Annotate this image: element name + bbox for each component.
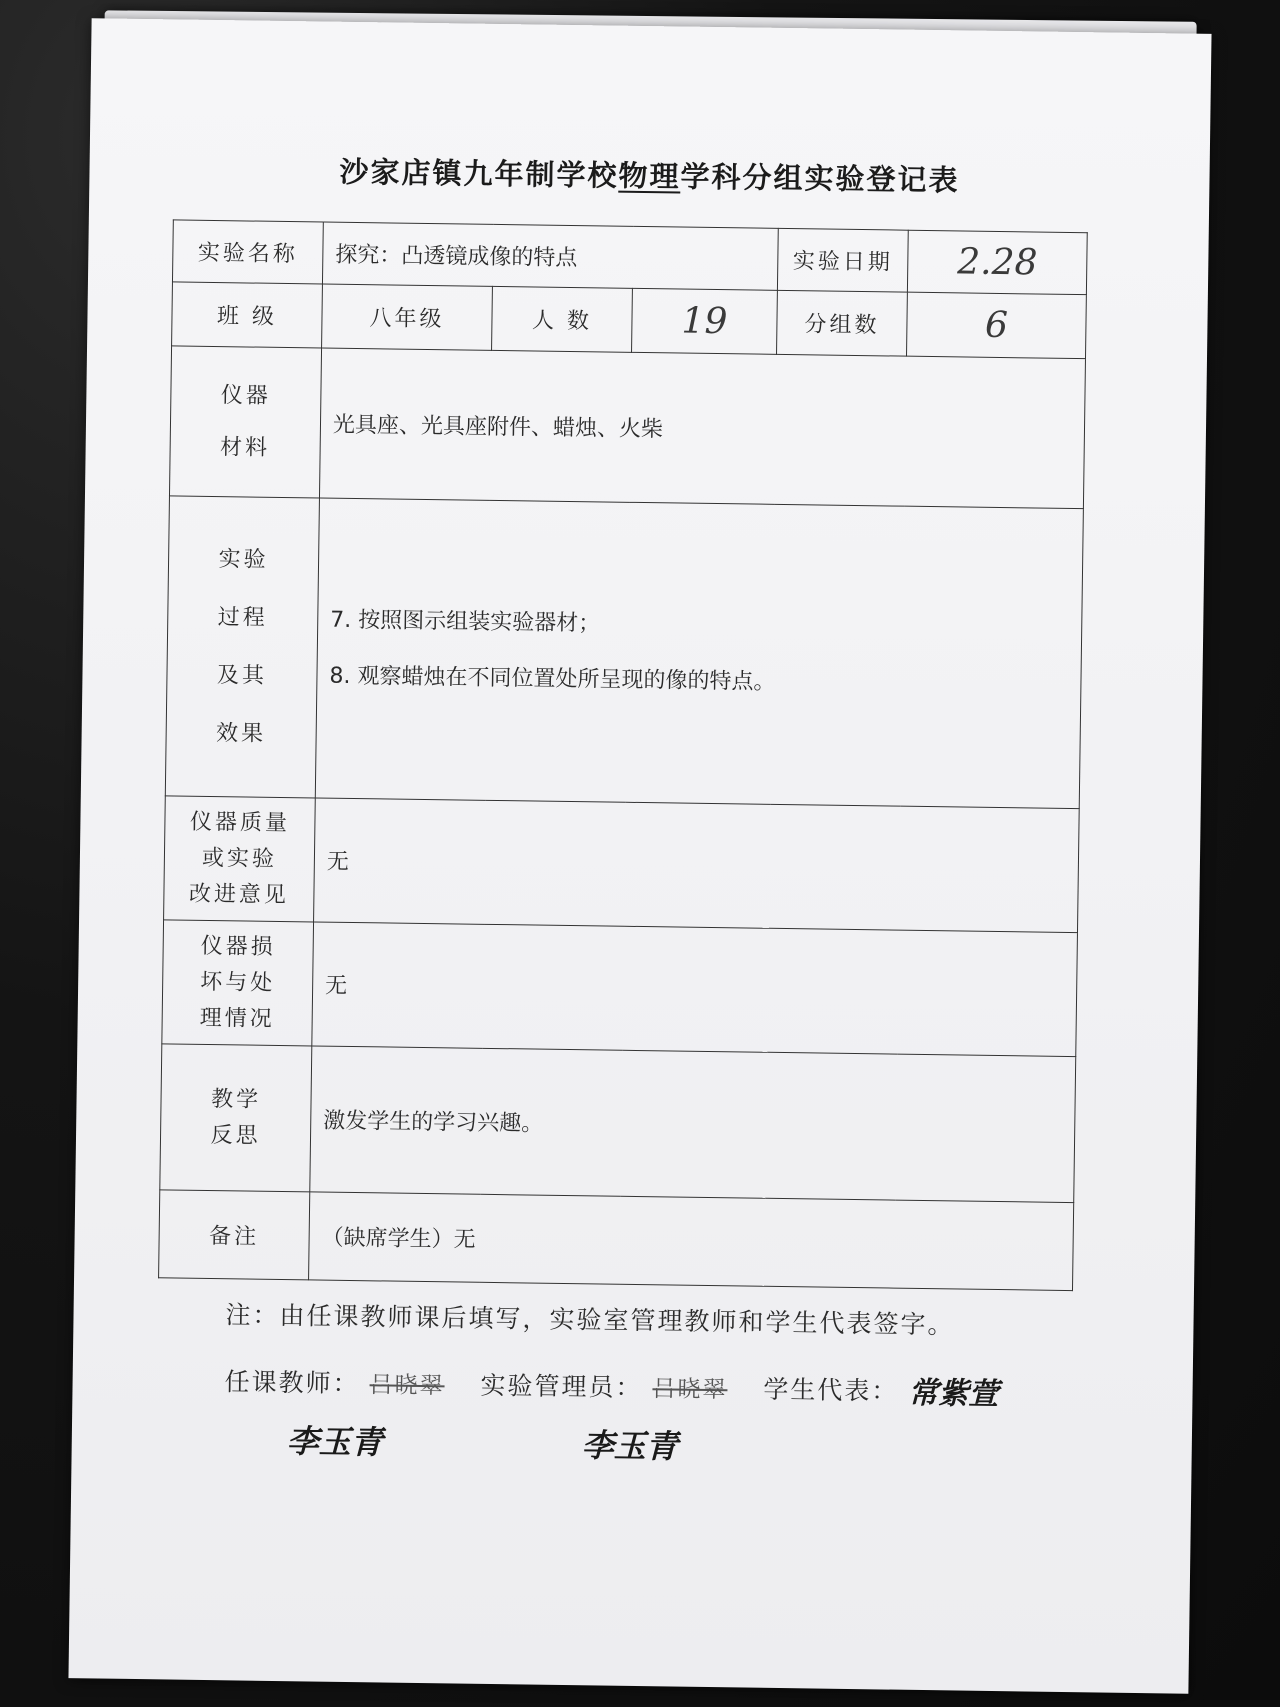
damage-value: 无 [312, 922, 1078, 1057]
student-count-value: 19 [681, 300, 728, 343]
damage-label-line-1: 仪器损 [200, 933, 276, 960]
student-rep-label: 学生代表： [763, 1374, 899, 1406]
quality-value: 无 [314, 798, 1080, 933]
process-label-line-3: 及其 [216, 662, 268, 689]
damage-label [162, 920, 314, 1046]
row-damage [162, 920, 1078, 1057]
process-label-line-2: 过程 [217, 604, 268, 631]
row-quality [164, 796, 1080, 933]
row-reflection [160, 1044, 1076, 1203]
experiment-date-value: 2.28 [956, 241, 1038, 284]
reflection-value: 激发学生的学习兴趣。 [310, 1046, 1076, 1203]
student-count-cell [632, 288, 778, 354]
group-count-label: 分组数 [777, 290, 908, 356]
footnote: 注：由任课教师课后填写，实验室管理教师和学生代表签字。 [225, 1300, 955, 1340]
student-rep-signature: 常紫萱 [908, 1375, 999, 1413]
remarks-value: （缺席学生）无 [309, 1192, 1074, 1291]
remarks-label: 备注 [159, 1190, 310, 1280]
row-remarks [159, 1190, 1074, 1291]
signature-row [224, 1358, 1075, 1414]
admin-struck-name: 吕晓翠 [652, 1375, 728, 1403]
registration-form-sheet [68, 18, 1211, 1693]
quality-label-line-2: 或实验 [201, 845, 278, 872]
teacher-struck-name: 吕晓翠 [369, 1371, 445, 1399]
row-process [165, 496, 1083, 809]
process-steps [315, 498, 1083, 809]
student-count-label: 人 数 [492, 286, 633, 352]
process-step-7: 7. 按照图示组装实验器材； [330, 607, 601, 636]
teacher-label: 任课教师： [224, 1367, 360, 1399]
equipment-label [169, 346, 321, 498]
row-equipment [169, 346, 1085, 509]
teacher-signature: 李玉青 [286, 1422, 384, 1462]
process-step-8: 8. 观察蜡烛在不同位置处所呈现的像的特点。 [329, 663, 776, 695]
group-count-value: 6 [984, 304, 1009, 347]
equipment-label-line-2: 材料 [219, 434, 271, 461]
experiment-date-label: 实验日期 [777, 228, 908, 292]
quality-label [164, 796, 316, 922]
reflection-label-line-2: 反思 [210, 1122, 261, 1149]
title-suffix: 学科分组实验登记表 [680, 159, 960, 198]
equipment-value: 光具座、光具座附件、蜡烛、火柴 [319, 348, 1085, 509]
process-label-line-4: 效果 [215, 720, 267, 747]
quality-label-line-3: 改进意见 [188, 881, 290, 908]
form-title [89, 146, 1209, 203]
experiment-date-cell [907, 230, 1087, 294]
damage-label-line-3: 理情况 [199, 1005, 275, 1032]
admin-signature: 李玉青 [581, 1426, 679, 1466]
process-label-line-1: 实验 [218, 546, 269, 573]
equipment-label-line-1: 仪器 [220, 382, 272, 409]
quality-label-line-1: 仪器质量 [189, 809, 291, 836]
group-count-cell [907, 292, 1087, 358]
damage-label-line-2: 坏与处 [200, 969, 276, 996]
title-school: 沙家店镇九年制学校 [339, 154, 619, 193]
admin-label: 实验管理员： [480, 1370, 643, 1403]
class-label: 班 级 [172, 282, 323, 348]
experiment-table [158, 219, 1088, 1291]
experiment-name-value: 探究：凸透镜成像的特点 [322, 222, 778, 290]
class-value: 八年级 [322, 284, 493, 350]
experiment-name-label: 实验名称 [172, 220, 323, 284]
reflection-label-line-1: 教学 [210, 1086, 262, 1113]
reflection-label [160, 1044, 312, 1192]
title-subject: 物理 [618, 158, 681, 194]
process-label [165, 496, 319, 798]
